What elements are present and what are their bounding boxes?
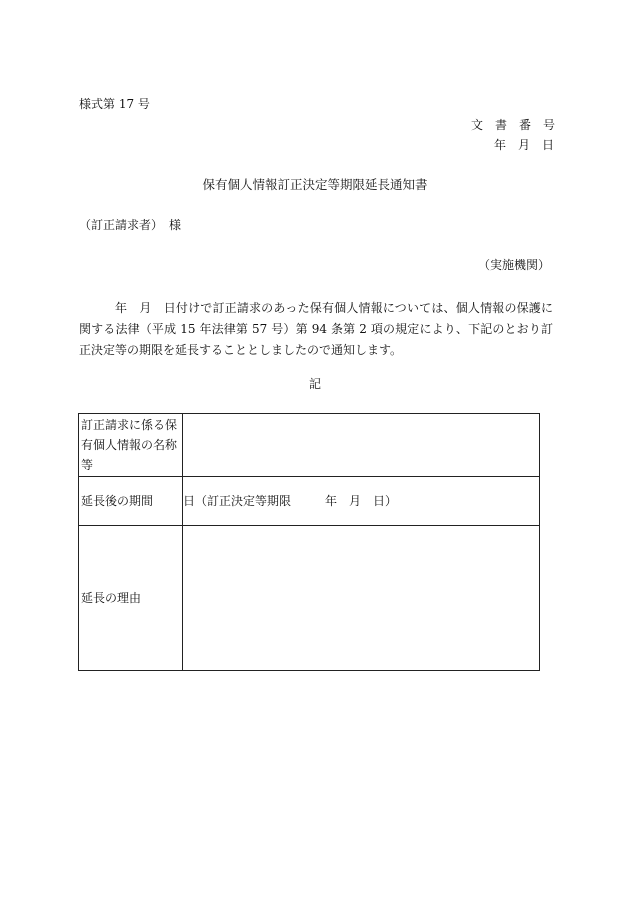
info-value-cell[interactable]: [183, 414, 540, 477]
document-number: 文 書 番 号: [471, 118, 556, 132]
reason-value-cell[interactable]: [183, 526, 540, 671]
document-title: 保有個人情報訂正決定等期限延長通知書: [202, 177, 428, 192]
form-number: 様式第 17 号: [79, 97, 150, 111]
notice-body: 年 月 日付けで訂正請求のあった保有個人情報については、個人情報の保護に関する法律（平成 15 年法律第 57 号）第 94 条第 2 項の規定により、下記のとおり訂正決定等の期限を延長することとしましたので通知します。: [79, 301, 553, 357]
table-row-reason: [79, 526, 540, 671]
table-row-period: [79, 477, 540, 526]
table-row-info: [79, 414, 540, 477]
period-label: 延長後の期間: [79, 477, 183, 526]
period-days: 日（訂正決定等期限: [183, 494, 292, 508]
ki-heading: 記: [308, 377, 321, 391]
reason-label: 延長の理由: [79, 526, 183, 671]
info-label: 訂正請求に係る保有個人情報の名称等: [79, 414, 183, 477]
document-date: 年 月 日: [494, 138, 555, 152]
period-value-cell[interactable]: [183, 477, 540, 526]
addressee: （訂正請求者） 様: [79, 218, 182, 232]
details-table: [78, 413, 540, 671]
issuing-agency: （実施機関）: [477, 258, 550, 272]
period-date: 年 月 日）: [325, 494, 398, 508]
